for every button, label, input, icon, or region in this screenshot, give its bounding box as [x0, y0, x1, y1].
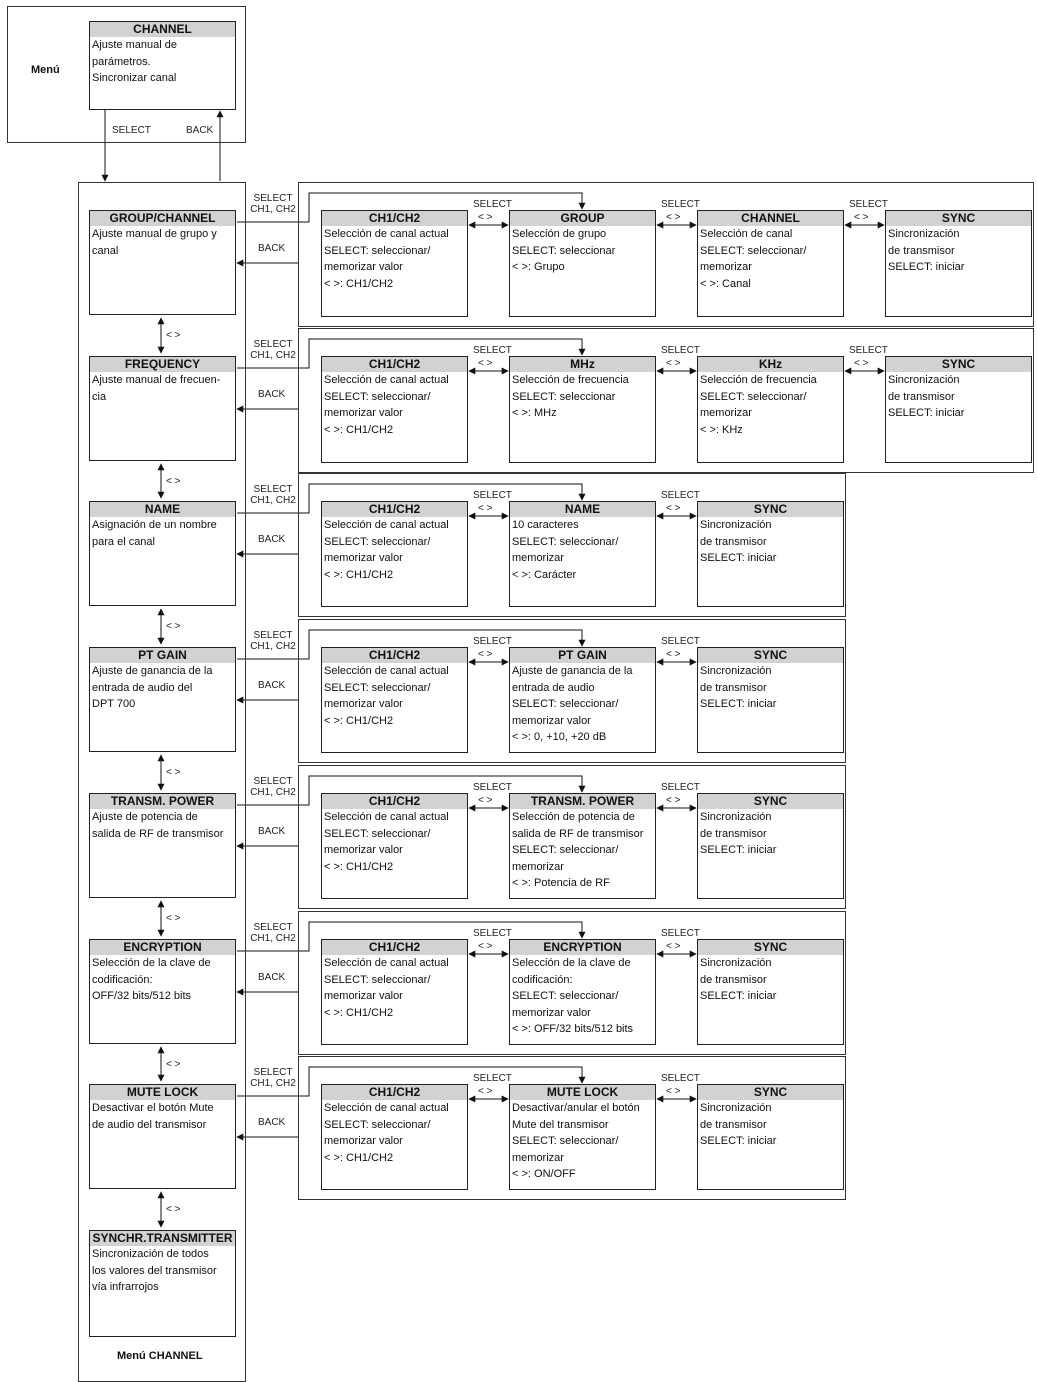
- nav-label: < >: [854, 212, 869, 223]
- row-7-box-3-line: SELECT: iniciar: [700, 1135, 777, 1147]
- row-2-box-1-line: SELECT: seleccionar/: [324, 390, 431, 403]
- row-4-box-3[interactable]: [697, 647, 844, 753]
- row-3-box-3-line: Sincronización: [700, 519, 772, 531]
- menu-item-4-line: entrada de audio del: [92, 681, 193, 694]
- menu-item-5-line: Ajuste de potencia de: [92, 811, 198, 823]
- row-7-box-1[interactable]: [321, 1084, 468, 1190]
- row-1-box-4-line: de transmisor: [888, 244, 955, 257]
- menu-item-4-line: DPT 700: [92, 698, 136, 710]
- select-ch-label: SELECT: [253, 922, 293, 933]
- select-ch-label: CH1, CH2: [250, 495, 296, 506]
- row-5-box-1-line: < >: CH1/CH2: [324, 860, 394, 873]
- row-7-box-3[interactable]: [697, 1084, 844, 1190]
- menu-item-3-line: para el canal: [92, 535, 155, 548]
- row-2-box-3-line: memorizar: [700, 407, 752, 419]
- row-4-box-2-line: < >: 0, +10, +20 dB: [512, 731, 607, 743]
- select-label: SELECT: [473, 345, 512, 356]
- row-4-box-2-title: PT GAIN: [510, 648, 655, 663]
- row-2-box-2-title: MHz: [510, 357, 655, 372]
- row-7-box-1-line: memorizar valor: [324, 1135, 403, 1147]
- select-label: SELECT: [473, 490, 512, 501]
- row-6-box-1[interactable]: [321, 939, 468, 1045]
- nav-label: < >: [854, 358, 869, 369]
- back-label: BACK: [258, 1117, 286, 1128]
- select-ch-label: SELECT: [253, 339, 293, 350]
- back-label: BACK: [258, 243, 286, 254]
- row-2-box-1-title: CH1/CH2: [322, 357, 467, 372]
- row-2-box-3[interactable]: [697, 356, 844, 463]
- row-7-box-1-line: < >: CH1/CH2: [324, 1151, 394, 1164]
- menu-item-5-line: salida de RF de transmisor: [92, 827, 224, 840]
- row-1-box-3[interactable]: [697, 210, 844, 317]
- row-6-box-2[interactable]: [509, 939, 656, 1045]
- menu-item-6[interactable]: [89, 939, 236, 1044]
- select-label: SELECT: [661, 345, 700, 356]
- row-3-box-3-line: de transmisor: [700, 535, 767, 548]
- nav-label: < >: [478, 212, 493, 223]
- row-1-box-4-line: SELECT: iniciar: [888, 261, 965, 273]
- row-1-box-3-line: Selección de canal: [700, 228, 793, 240]
- row-2-box-1[interactable]: [321, 356, 468, 463]
- row-1-box-3-line: < >: Canal: [700, 277, 751, 290]
- row-1-box-3-line: SELECT: seleccionar/: [700, 244, 807, 257]
- channel-top-box[interactable]: [89, 21, 236, 110]
- row-1-box-1-line: memorizar valor: [324, 261, 403, 273]
- select-label: SELECT: [849, 199, 888, 210]
- row-5-box-3-title: SYNC: [698, 794, 843, 809]
- back-label: BACK: [258, 680, 286, 691]
- row-3-box-3-line: SELECT: iniciar: [700, 552, 777, 564]
- row-6-box-1-line: Selección de canal actual: [324, 957, 449, 969]
- menu-item-7-line: de audio del transmisor: [92, 1118, 207, 1131]
- row-4-box-1-line: < >: CH1/CH2: [324, 714, 394, 727]
- row-1-box-2-line: < >: Grupo: [512, 261, 565, 273]
- row-1-box-3-line: memorizar: [700, 261, 752, 273]
- menu-item-4-title: PT GAIN: [90, 648, 235, 663]
- nav-label: < >: [166, 476, 181, 487]
- row-3-box-1[interactable]: [321, 501, 468, 607]
- nav-label: < >: [478, 649, 493, 660]
- select-ch-label: SELECT: [253, 776, 293, 787]
- row-7-box-2-line: < >: ON/OFF: [512, 1168, 576, 1180]
- row-2-box-1-line: < >: CH1/CH2: [324, 423, 394, 436]
- select-ch-label: CH1, CH2: [250, 350, 296, 361]
- select-label: SELECT: [661, 199, 700, 210]
- row-5-box-1-line: memorizar valor: [324, 844, 403, 856]
- row-4-box-3-line: SELECT: iniciar: [700, 698, 777, 710]
- back-label: BACK: [258, 534, 286, 545]
- back-label: BACK: [258, 389, 286, 400]
- row-3-box-2-title: NAME: [510, 502, 655, 517]
- nav-label: < >: [478, 941, 493, 952]
- select-label: SELECT: [661, 782, 700, 793]
- select-ch-label: CH1, CH2: [250, 933, 296, 944]
- row-4-box-2[interactable]: [509, 647, 656, 753]
- row-5-box-1[interactable]: [321, 793, 468, 899]
- row-7-box-2-line: SELECT: seleccionar/: [512, 1135, 619, 1147]
- menu-item-5[interactable]: [89, 793, 236, 898]
- row-7-box-3-line: de transmisor: [700, 1118, 767, 1131]
- select-label: SELECT: [473, 928, 512, 939]
- menu-item-3-title: NAME: [90, 502, 235, 517]
- row-6-box-3-line: SELECT: iniciar: [700, 990, 777, 1002]
- select-ch-label: SELECT: [253, 630, 293, 641]
- menu-item-6-title: ENCRYPTION: [90, 940, 235, 955]
- row-5-box-3[interactable]: [697, 793, 844, 899]
- row-2-box-1-line: Selección de canal actual: [324, 374, 449, 386]
- row-2-box-2[interactable]: [509, 356, 656, 463]
- row-1-box-3-title: CHANNEL: [698, 211, 843, 226]
- row-1-box-2-line: Selección de grupo: [512, 228, 607, 240]
- row-3-box-3-title: SYNC: [698, 502, 843, 517]
- row-5-box-3-line: SELECT: iniciar: [700, 844, 777, 856]
- nav-label: < >: [666, 1086, 681, 1097]
- row-5-box-3-line: Sincronización: [700, 811, 772, 823]
- row-5-box-2-line: SELECT: seleccionar/: [512, 844, 619, 856]
- row-2-box-2-line: Selección de frecuencia: [512, 374, 629, 386]
- row-4-box-2-line: SELECT: seleccionar/: [512, 698, 619, 710]
- nav-label: < >: [478, 503, 493, 514]
- select-label: SELECT: [473, 636, 512, 647]
- row-2-box-4-title: SYNC: [886, 357, 1031, 372]
- row-4-box-1-title: CH1/CH2: [322, 648, 467, 663]
- row-5-box-2-line: Selección de potencia de: [512, 811, 635, 823]
- nav-label: < >: [666, 649, 681, 660]
- menu-item-1[interactable]: [89, 210, 236, 315]
- row-6-box-3-line: Sincronización: [700, 957, 772, 969]
- row-3-box-2-line: 10 caracteres: [512, 519, 579, 531]
- row-6-box-1-title: CH1/CH2: [322, 940, 467, 955]
- row-6-box-2-line: SELECT: seleccionar/: [512, 990, 619, 1002]
- select-label: SELECT: [661, 928, 700, 939]
- row-5-box-1-line: SELECT: seleccionar/: [324, 827, 431, 840]
- row-3-box-1-title: CH1/CH2: [322, 502, 467, 517]
- nav-label: < >: [166, 767, 181, 778]
- row-1-box-4-title: SYNC: [886, 211, 1031, 226]
- row-7-box-2-title: MUTE LOCK: [510, 1085, 655, 1100]
- row-4-box-2-line: entrada de audio: [512, 681, 595, 694]
- nav-label: < >: [478, 358, 493, 369]
- row-7-box-3-title: SYNC: [698, 1085, 843, 1100]
- row-6-box-1-line: SELECT: seleccionar/: [324, 973, 431, 986]
- row-4-box-1[interactable]: [321, 647, 468, 753]
- row-2-box-4[interactable]: [885, 356, 1032, 463]
- menu-item-7[interactable]: [89, 1084, 236, 1189]
- menu-label: Menú: [31, 64, 60, 76]
- row-4-box-1-line: memorizar valor: [324, 698, 403, 710]
- row-5-box-3-line: de transmisor: [700, 827, 767, 840]
- select-ch-label: SELECT: [253, 1067, 293, 1078]
- row-2-box-2-line: SELECT: seleccionar: [512, 390, 616, 403]
- nav-label: < >: [666, 503, 681, 514]
- row-3-box-2-line: SELECT: seleccionar/: [512, 535, 619, 548]
- channel-menu-caption: Menú CHANNEL: [117, 1350, 203, 1362]
- menu-item-1-line: Ajuste manual de grupo y: [92, 228, 217, 240]
- row-1-box-1[interactable]: [321, 210, 468, 317]
- back-label: BACK: [258, 826, 286, 837]
- row-1-box-2[interactable]: [509, 210, 656, 317]
- row-7-box-2-line: Desactivar/anular el botón: [512, 1102, 640, 1114]
- row-3-box-3[interactable]: [697, 501, 844, 607]
- row-2-box-1-line: memorizar valor: [324, 407, 403, 419]
- menu-item-3-line: Asignación de un nombre: [92, 519, 217, 531]
- row-5-box-2-line: < >: Potencia de RF: [512, 877, 610, 889]
- menu-item-3[interactable]: [89, 501, 236, 606]
- select-ch-label: CH1, CH2: [250, 1078, 296, 1089]
- menu-item-2-line: cia: [92, 390, 107, 403]
- select-ch-label: CH1, CH2: [250, 787, 296, 798]
- back-label: BACK: [258, 972, 286, 983]
- row-3-box-1-line: SELECT: seleccionar/: [324, 535, 431, 548]
- row-1-box-2-line: SELECT: seleccionar: [512, 244, 616, 257]
- menu-item-5-title: TRANSM. POWER: [90, 794, 235, 809]
- menu-item-8-title: SYNCHR.TRANSMITTER: [90, 1231, 235, 1246]
- nav-label: < >: [666, 795, 681, 806]
- row-6-box-3-title: SYNC: [698, 940, 843, 955]
- row-2-box-3-line: SELECT: seleccionar/: [700, 390, 807, 403]
- nav-label: < >: [166, 621, 181, 632]
- row-2-box-4-line: de transmisor: [888, 390, 955, 403]
- row-5-box-2-title: TRANSM. POWER: [510, 794, 655, 809]
- row-2-box-2-line: < >: MHz: [512, 407, 557, 419]
- row-1-box-4-line: Sincronización: [888, 228, 960, 240]
- nav-label: < >: [478, 1086, 493, 1097]
- row-1-box-1-line: < >: CH1/CH2: [324, 277, 394, 290]
- channel-top-line: Ajuste manual de: [92, 39, 177, 51]
- menu-item-1-line: canal: [92, 244, 119, 257]
- select-label: SELECT: [849, 345, 888, 356]
- menu-item-6-line: Selección de la clave de: [92, 957, 211, 969]
- menu-item-2-line: Ajuste manual de frecuen-: [92, 374, 221, 386]
- row-3-box-1-line: memorizar valor: [324, 552, 403, 564]
- select-ch-label: CH1, CH2: [250, 641, 296, 652]
- select-label: SELECT: [661, 1073, 700, 1084]
- row-4-box-3-line: Sincronización: [700, 665, 772, 677]
- row-1-box-1-line: SELECT: seleccionar/: [324, 244, 431, 257]
- menu-item-4-line: Ajuste de ganancia de la: [92, 665, 213, 677]
- select-label: SELECT: [473, 1073, 512, 1084]
- nav-label: < >: [166, 1204, 181, 1215]
- nav-label: < >: [478, 795, 493, 806]
- row-2-box-4-line: SELECT: iniciar: [888, 407, 965, 419]
- nav-label: < >: [166, 913, 181, 924]
- row-7-box-1-line: Selección de canal actual: [324, 1102, 449, 1114]
- select-label: SELECT: [473, 782, 512, 793]
- menu-item-4[interactable]: [89, 647, 236, 752]
- menu-item-8[interactable]: [89, 1230, 236, 1337]
- select-ch-label: SELECT: [253, 484, 293, 495]
- menu-item-8-line: los valores del transmisor: [92, 1264, 217, 1277]
- row-6-box-2-line: Selección de la clave de: [512, 957, 631, 969]
- row-4-box-2-line: memorizar valor: [512, 714, 591, 727]
- nav-label: < >: [666, 941, 681, 952]
- row-6-box-3-line: de transmisor: [700, 973, 767, 986]
- nav-label: < >: [666, 212, 681, 223]
- row-1-box-4[interactable]: [885, 210, 1032, 317]
- row-3-box-1-line: < >: CH1/CH2: [324, 568, 394, 581]
- top-select-label: SELECT: [112, 125, 151, 136]
- nav-label: < >: [666, 358, 681, 369]
- nav-label: < >: [166, 1059, 181, 1070]
- row-4-box-2-line: Ajuste de ganancia de la: [512, 665, 633, 677]
- select-label: SELECT: [661, 490, 700, 501]
- row-6-box-2-title: ENCRYPTION: [510, 940, 655, 955]
- row-7-box-2-line: Mute del transmisor: [512, 1118, 609, 1131]
- row-7-box-3-line: Sincronización: [700, 1102, 772, 1114]
- menu-item-2[interactable]: [89, 356, 236, 461]
- row-5-box-2-line: memorizar: [512, 860, 564, 873]
- channel-top-line: Sincronizar canal: [92, 72, 177, 84]
- row-4-box-1-line: SELECT: seleccionar/: [324, 681, 431, 694]
- row-1-box-1-title: CH1/CH2: [322, 211, 467, 226]
- channel-top-line: parámetros.: [92, 55, 151, 68]
- row-6-box-1-line: < >: CH1/CH2: [324, 1006, 394, 1019]
- row-2-box-3-line: Selección de frecuencia: [700, 374, 817, 386]
- menu-item-7-line: Desactivar el botón Mute: [92, 1102, 214, 1114]
- select-ch-label: CH1, CH2: [250, 204, 296, 215]
- row-4-box-3-line: de transmisor: [700, 681, 767, 694]
- channel-top-title: CHANNEL: [90, 22, 235, 37]
- row-3-box-2-line: < >: Carácter: [512, 568, 577, 581]
- select-label: SELECT: [661, 636, 700, 647]
- row-4-box-1-line: Selección de canal actual: [324, 665, 449, 677]
- menu-item-1-title: GROUP/CHANNEL: [90, 211, 235, 226]
- row-3-box-2-line: memorizar: [512, 552, 564, 564]
- row-5-box-2-line: salida de RF de transmisor: [512, 827, 644, 840]
- row-6-box-2-line: < >: OFF/32 bits/512 bits: [512, 1023, 634, 1035]
- select-label: SELECT: [473, 199, 512, 210]
- nav-label: < >: [166, 330, 181, 341]
- row-2-box-4-line: Sincronización: [888, 374, 960, 386]
- row-6-box-2-line: codificación:: [512, 973, 573, 986]
- row-1-box-2-title: GROUP: [510, 211, 655, 226]
- row-2-box-3-title: KHz: [698, 357, 843, 372]
- row-6-box-2-line: memorizar valor: [512, 1006, 591, 1019]
- select-ch-label: SELECT: [253, 193, 293, 204]
- row-3-box-1-line: Selección de canal actual: [324, 519, 449, 531]
- row-6-box-3[interactable]: [697, 939, 844, 1045]
- row-1-box-1-line: Selección de canal actual: [324, 228, 449, 240]
- row-3-box-2[interactable]: [509, 501, 656, 607]
- menu-item-7-title: MUTE LOCK: [90, 1085, 235, 1100]
- row-7-box-2-line: memorizar: [512, 1151, 564, 1164]
- menu-item-6-line: codificación:: [92, 973, 153, 986]
- row-5-box-1-title: CH1/CH2: [322, 794, 467, 809]
- row-4-box-3-title: SYNC: [698, 648, 843, 663]
- top-back-label: BACK: [186, 125, 214, 136]
- row-5-box-1-line: Selección de canal actual: [324, 811, 449, 823]
- row-7-box-1-title: CH1/CH2: [322, 1085, 467, 1100]
- row-7-box-2[interactable]: [509, 1084, 656, 1190]
- row-7-box-1-line: SELECT: seleccionar/: [324, 1118, 431, 1131]
- menu-item-2-title: FREQUENCY: [90, 357, 235, 372]
- menu-item-6-line: OFF/32 bits/512 bits: [92, 990, 192, 1002]
- row-5-box-2[interactable]: [509, 793, 656, 899]
- menu-item-8-line: Sincronización de todos: [92, 1248, 209, 1260]
- row-6-box-1-line: memorizar valor: [324, 990, 403, 1002]
- menu-item-8-line: vía infrarrojos: [92, 1281, 159, 1293]
- row-2-box-3-line: < >: KHz: [700, 423, 743, 436]
